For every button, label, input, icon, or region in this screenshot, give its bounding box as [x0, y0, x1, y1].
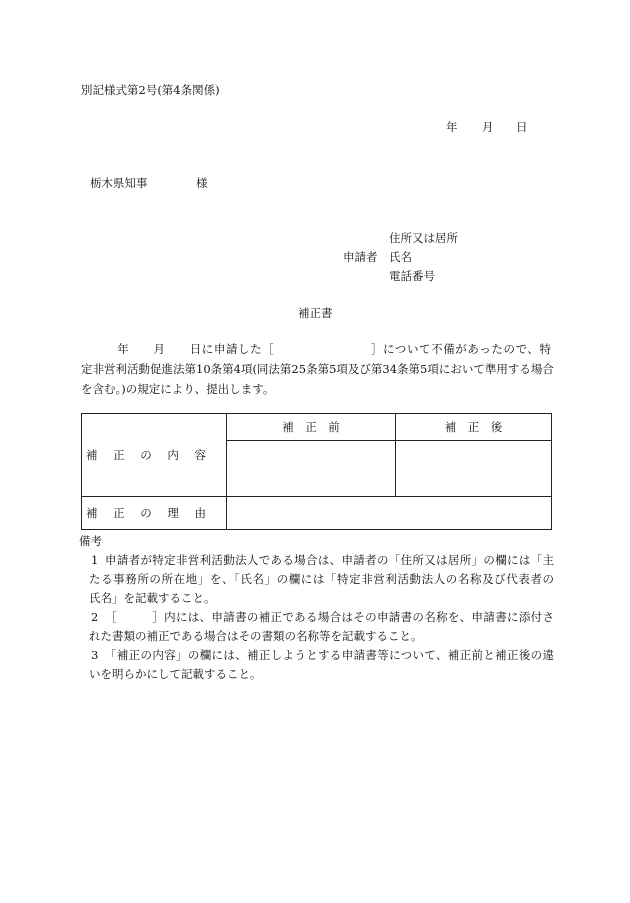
address-label: 住所又は居所: [389, 231, 458, 245]
remark-item: [79, 646, 554, 684]
applicant-label: 申請者: [343, 250, 378, 264]
addressee-honorific: 様: [196, 176, 208, 190]
remark-line: 氏名」を記載すること。: [89, 591, 216, 605]
remark-number: 3: [91, 648, 99, 662]
name-label: 氏名: [389, 250, 412, 264]
date-day: 日: [516, 120, 528, 134]
remarks-title: 備考: [79, 534, 102, 548]
remark-item: [79, 608, 554, 646]
body-line: 年 月 日に申請した［ ］について不備があったので、特: [81, 342, 551, 356]
content-label: 補 正 の 内 容: [86, 448, 206, 462]
body-text: [81, 339, 554, 399]
correction-table: [81, 413, 552, 530]
reason-label-cell: [82, 497, 227, 530]
date-month: 月: [482, 120, 494, 134]
reason-label: 補 正 の 理 由: [86, 506, 206, 520]
before-header: 補 正 前: [227, 414, 396, 441]
body-line: を含む。)の規定により、提出します。: [81, 382, 275, 396]
remarks: [79, 532, 554, 684]
remark-line: いを明らかにして記載すること。: [89, 667, 262, 681]
phone-label: 電話番号: [389, 269, 435, 283]
remark-line: 申請者が特定非営利活動法人である場合は、申請者の「住所又は居所」の欄には「主: [105, 553, 554, 567]
addressee-name: 栃木県知事: [90, 176, 148, 190]
remark-line: たる事務所の所在地」を、「氏名」の欄には「特定非営利活動法人の名称及び代表者の: [89, 572, 554, 586]
remark-line: 「補正の内容」の欄には、補正しようとする申請書等について、補正前と補正後の違: [105, 648, 554, 662]
remark-line: れた書類の補正である場合はその書類の名称等を記載すること。: [89, 629, 423, 643]
body-line: 定非営利活動促進法第10条第4項(同法第25条第5項及び第34条第5項において準用する場合: [81, 362, 554, 376]
remark-item: [79, 551, 554, 608]
remark-number: 2: [91, 610, 99, 624]
after-header: 補 正 後: [396, 414, 552, 441]
reason-cell[interactable]: [227, 497, 552, 530]
before-content-cell[interactable]: [227, 441, 396, 497]
remark-number: 1: [91, 553, 99, 567]
document-title: 補正書: [298, 306, 333, 320]
date-year: 年: [446, 120, 458, 134]
remark-line: ［ ］内には、申請書の補正である場合はその申請書の名称を、申請書に添付さ: [105, 610, 554, 624]
after-content-cell[interactable]: [396, 441, 552, 497]
form-id: 別記様式第2号(第4条関係): [81, 83, 220, 97]
content-label-cell: [82, 414, 227, 497]
